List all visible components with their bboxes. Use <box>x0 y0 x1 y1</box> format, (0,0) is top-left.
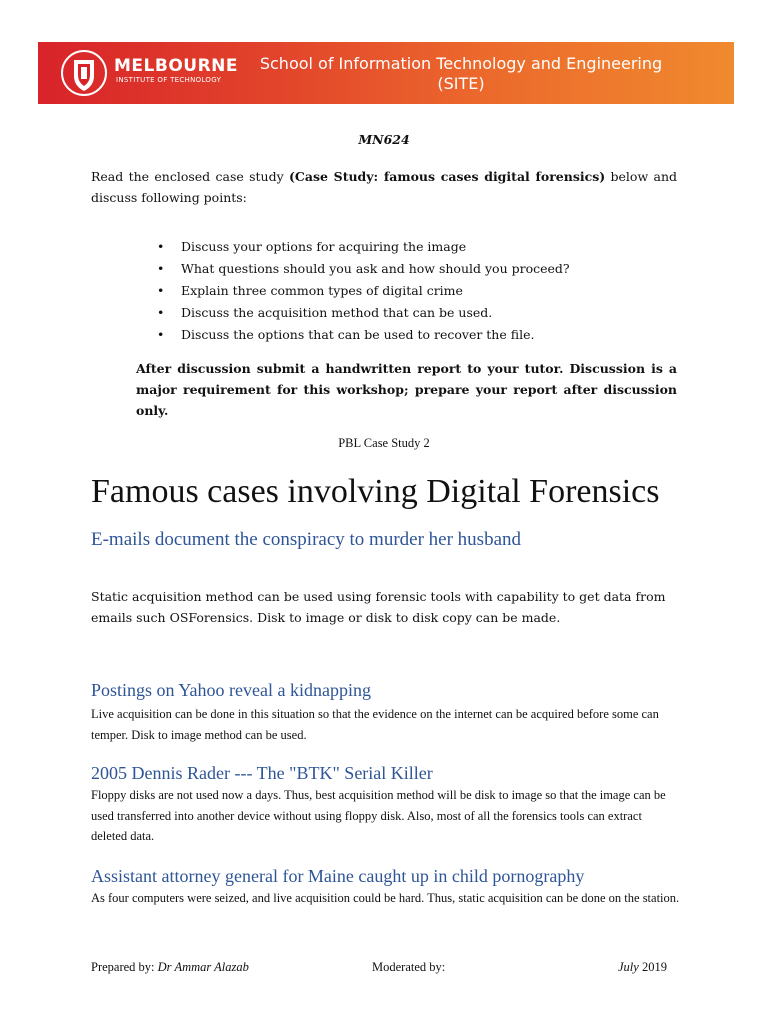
institute-crest-icon <box>60 48 108 98</box>
list-item: • Explain three common types of digital crime <box>157 280 570 302</box>
footer-month: July <box>618 960 639 974</box>
school-title-line1: School of Information Technology and Engineering <box>259 54 663 73</box>
list-item: • What questions should you ask and how should you proceed? <box>157 258 570 280</box>
footer-prepared <box>91 960 249 975</box>
header-banner <box>38 42 734 104</box>
list-item: • Discuss the options that can be used to recover the file. <box>157 324 570 346</box>
footer-year: 2019 <box>638 960 667 974</box>
section-text-btk: Floppy disks are not used now a days. Thus, best acquisition method will be disk to image so that the image can be used transferred into another device without using floppy disk. Also, most of all the forensics tools can extract deleted data. <box>91 788 666 843</box>
institute-subtitle: INSTITUTE OF TECHNOLOGY <box>116 76 222 84</box>
footer-prepared-label: Prepared by: <box>91 960 158 974</box>
intro-post: below and discuss following points: <box>91 169 677 205</box>
institute-name: MELBOURNE <box>114 56 239 76</box>
section-text-emails: Static acquisition method can be used using forensic tools with capability to get data from emails such OSForensics. Disk to image or disk to disk copy can be made. <box>91 589 666 625</box>
intro-pre: Read the enclosed case study <box>91 169 289 184</box>
intro-case-study: (Case Study: famous cases digital forensics) <box>289 169 606 184</box>
list-item: • Discuss the acquisition method that can be used. <box>157 302 570 324</box>
discussion-points <box>157 236 570 346</box>
school-title <box>246 54 676 94</box>
section-heading-emails: E-mails document the conspiracy to murder her husband <box>91 529 522 550</box>
page-title: Famous cases involving Digital Forensics <box>91 473 660 510</box>
list-item: • Discuss your options for acquiring the image <box>157 236 570 258</box>
section-text-maine: As four computers were seized, and live acquisition could be hard. Thus, static acquisition can be done on the station. <box>91 891 680 905</box>
school-title-line2: (SITE) <box>437 74 485 93</box>
intro-paragraph <box>91 166 677 208</box>
section-heading-maine: Assistant attorney general for Maine caught up in child pornography <box>91 866 585 886</box>
section-heading-yahoo: Postings on Yahoo reveal a kidnapping <box>91 680 371 700</box>
submission-note: After discussion submit a handwritten report to your tutor. Discussion is a major requirement for this workshop; prepare your report after discussion only. <box>136 361 677 418</box>
section-heading-btk: 2005 Dennis Rader --- The "BTK" Serial Killer <box>91 763 433 783</box>
pbl-label: PBL Case Study 2 <box>338 436 430 450</box>
footer-author: Dr Ammar Alazab <box>157 960 249 974</box>
section-text-yahoo: Live acquisition can be done in this situation so that the evidence on the internet can be acquired before some can temper. Disk to image method can be used. <box>91 707 659 742</box>
footer-moderated: Moderated by: <box>372 960 446 974</box>
footer-date <box>618 960 667 975</box>
course-code: MN624 <box>358 132 410 147</box>
